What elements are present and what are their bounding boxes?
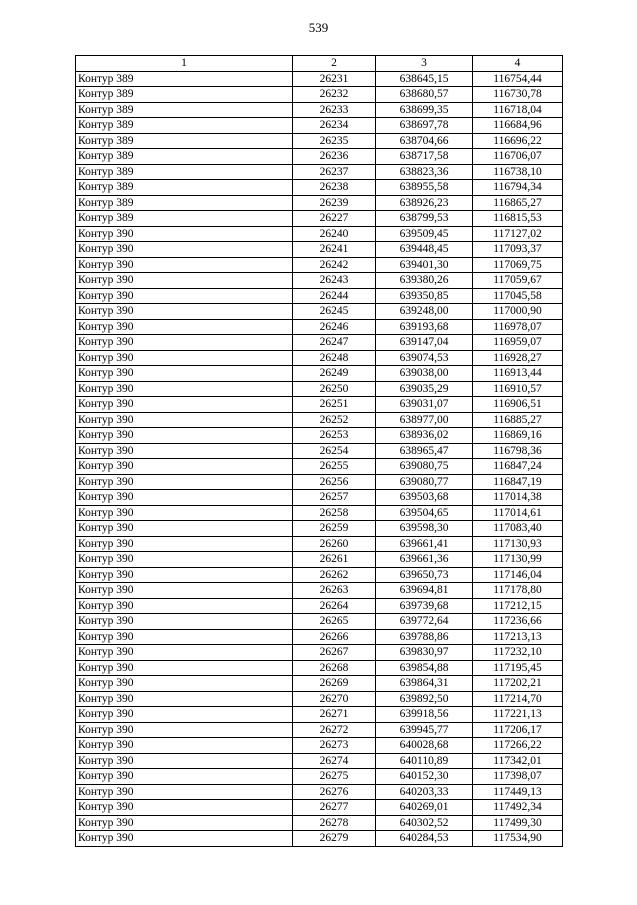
table-row <box>76 195 563 211</box>
point-number-cell: 26242 <box>293 257 376 273</box>
table-row <box>76 614 563 630</box>
contour-name-cell: Контур 390 <box>76 831 293 847</box>
point-number-cell: 26279 <box>293 831 376 847</box>
y-coordinate-cell: 117045,58 <box>473 288 563 304</box>
point-number-cell: 26247 <box>293 335 376 351</box>
y-coordinate-cell: 117221,13 <box>473 707 563 723</box>
y-coordinate-cell: 117206,17 <box>473 722 563 738</box>
contour-name-cell: Контур 389 <box>76 164 293 180</box>
contour-name-cell: Контур 390 <box>76 412 293 428</box>
x-coordinate-cell: 638926,23 <box>376 195 473 211</box>
y-coordinate-cell: 117146,04 <box>473 567 563 583</box>
point-number-cell: 26238 <box>293 180 376 196</box>
point-number-cell: 26254 <box>293 443 376 459</box>
point-number-cell: 26258 <box>293 505 376 521</box>
point-number-cell: 26261 <box>293 552 376 568</box>
contour-name-cell: Контур 390 <box>76 784 293 800</box>
contour-name-cell: Контур 390 <box>76 428 293 444</box>
y-coordinate-cell: 117014,61 <box>473 505 563 521</box>
contour-name-cell: Контур 390 <box>76 676 293 692</box>
table-row <box>76 350 563 366</box>
x-coordinate-cell: 638823,36 <box>376 164 473 180</box>
y-coordinate-cell: 117059,67 <box>473 273 563 289</box>
contour-name-cell: Контур 390 <box>76 459 293 475</box>
y-coordinate-cell: 116910,57 <box>473 381 563 397</box>
contour-name-cell: Контур 390 <box>76 567 293 583</box>
y-coordinate-cell: 116869,16 <box>473 428 563 444</box>
x-coordinate-cell: 640203,33 <box>376 784 473 800</box>
x-coordinate-cell: 639031,07 <box>376 397 473 413</box>
x-coordinate-cell: 639504,65 <box>376 505 473 521</box>
table-row <box>76 412 563 428</box>
header-row <box>76 56 563 72</box>
contour-name-cell: Контур 390 <box>76 505 293 521</box>
contour-name-cell: Контур 390 <box>76 629 293 645</box>
x-coordinate-cell: 640302,52 <box>376 815 473 831</box>
x-coordinate-cell: 639739,68 <box>376 598 473 614</box>
table-body <box>76 71 563 846</box>
contour-name-cell: Контур 390 <box>76 691 293 707</box>
y-coordinate-cell: 117214,70 <box>473 691 563 707</box>
point-number-cell: 26257 <box>293 490 376 506</box>
contour-name-cell: Контур 389 <box>76 149 293 165</box>
x-coordinate-cell: 639248,00 <box>376 304 473 320</box>
x-coordinate-cell: 639193,68 <box>376 319 473 335</box>
y-coordinate-cell: 117492,34 <box>473 800 563 816</box>
x-coordinate-cell: 638799,53 <box>376 211 473 227</box>
table-row <box>76 459 563 475</box>
page-number: 539 <box>308 20 329 35</box>
point-number-cell: 26278 <box>293 815 376 831</box>
point-number-cell: 26234 <box>293 118 376 134</box>
table-row <box>76 676 563 692</box>
y-coordinate-cell: 116865,27 <box>473 195 563 211</box>
x-coordinate-cell: 639380,26 <box>376 273 473 289</box>
y-coordinate-cell: 117130,99 <box>473 552 563 568</box>
point-number-cell: 26264 <box>293 598 376 614</box>
y-coordinate-cell: 117069,75 <box>473 257 563 273</box>
contour-name-cell: Контур 389 <box>76 71 293 87</box>
x-coordinate-cell: 638680,57 <box>376 87 473 103</box>
table-row <box>76 815 563 831</box>
x-coordinate-cell: 639864,31 <box>376 676 473 692</box>
table-row <box>76 583 563 599</box>
point-number-cell: 26243 <box>293 273 376 289</box>
contour-name-cell: Контур 390 <box>76 753 293 769</box>
y-coordinate-cell: 117130,93 <box>473 536 563 552</box>
x-coordinate-cell: 639598,30 <box>376 521 473 537</box>
contour-name-cell: Контур 390 <box>76 273 293 289</box>
column-header: 2 <box>293 56 376 72</box>
table-row <box>76 536 563 552</box>
point-number-cell: 26260 <box>293 536 376 552</box>
point-number-cell: 26253 <box>293 428 376 444</box>
x-coordinate-cell: 638699,35 <box>376 102 473 118</box>
contour-name-cell: Контур 389 <box>76 211 293 227</box>
point-number-cell: 26227 <box>293 211 376 227</box>
table-row <box>76 381 563 397</box>
contour-name-cell: Контур 389 <box>76 102 293 118</box>
point-number-cell: 26267 <box>293 645 376 661</box>
contour-name-cell: Контур 390 <box>76 536 293 552</box>
point-number-cell: 26246 <box>293 319 376 335</box>
x-coordinate-cell: 639854,88 <box>376 660 473 676</box>
y-coordinate-cell: 116684,96 <box>473 118 563 134</box>
table-row <box>76 552 563 568</box>
y-coordinate-cell: 117178,80 <box>473 583 563 599</box>
x-coordinate-cell: 639945,77 <box>376 722 473 738</box>
y-coordinate-cell: 117195,45 <box>473 660 563 676</box>
point-number-cell: 26274 <box>293 753 376 769</box>
contour-name-cell: Контур 390 <box>76 722 293 738</box>
table-row <box>76 366 563 382</box>
contour-name-cell: Контур 390 <box>76 490 293 506</box>
y-coordinate-cell: 116798,36 <box>473 443 563 459</box>
table-row <box>76 474 563 490</box>
y-coordinate-cell: 116928,27 <box>473 350 563 366</box>
y-coordinate-cell: 116959,07 <box>473 335 563 351</box>
point-number-cell: 26277 <box>293 800 376 816</box>
y-coordinate-cell: 116738,10 <box>473 164 563 180</box>
point-number-cell: 26256 <box>293 474 376 490</box>
contour-name-cell: Контур 390 <box>76 660 293 676</box>
table-row <box>76 428 563 444</box>
point-number-cell: 26273 <box>293 738 376 754</box>
y-coordinate-cell: 117093,37 <box>473 242 563 258</box>
table-row <box>76 211 563 227</box>
x-coordinate-cell: 639147,04 <box>376 335 473 351</box>
x-coordinate-cell: 639918,56 <box>376 707 473 723</box>
point-number-cell: 26249 <box>293 366 376 382</box>
table-header <box>76 56 563 72</box>
column-header: 4 <box>473 56 563 72</box>
table-row <box>76 831 563 847</box>
table-row <box>76 288 563 304</box>
x-coordinate-cell: 639035,29 <box>376 381 473 397</box>
table-row <box>76 660 563 676</box>
contour-name-cell: Контур 390 <box>76 443 293 459</box>
table-row <box>76 443 563 459</box>
coordinates-table <box>75 55 563 847</box>
point-number-cell: 26265 <box>293 614 376 630</box>
table-row <box>76 753 563 769</box>
table-row <box>76 505 563 521</box>
contour-name-cell: Контур 390 <box>76 800 293 816</box>
table-row <box>76 784 563 800</box>
y-coordinate-cell: 116885,27 <box>473 412 563 428</box>
point-number-cell: 26244 <box>293 288 376 304</box>
point-number-cell: 26276 <box>293 784 376 800</box>
point-number-cell: 26271 <box>293 707 376 723</box>
x-coordinate-cell: 639661,41 <box>376 536 473 552</box>
x-coordinate-cell: 638704,66 <box>376 133 473 149</box>
table-row <box>76 71 563 87</box>
y-coordinate-cell: 117213,13 <box>473 629 563 645</box>
table-row <box>76 226 563 242</box>
table-row <box>76 87 563 103</box>
y-coordinate-cell: 116706,07 <box>473 149 563 165</box>
point-number-cell: 26241 <box>293 242 376 258</box>
point-number-cell: 26245 <box>293 304 376 320</box>
table-row <box>76 567 563 583</box>
point-number-cell: 26262 <box>293 567 376 583</box>
y-coordinate-cell: 117342,01 <box>473 753 563 769</box>
point-number-cell: 26266 <box>293 629 376 645</box>
table-row <box>76 490 563 506</box>
contour-name-cell: Контур 390 <box>76 226 293 242</box>
x-coordinate-cell: 640269,01 <box>376 800 473 816</box>
table-row <box>76 319 563 335</box>
contour-name-cell: Контур 390 <box>76 769 293 785</box>
table-row <box>76 722 563 738</box>
table-row <box>76 738 563 754</box>
y-coordinate-cell: 116978,07 <box>473 319 563 335</box>
x-coordinate-cell: 639661,36 <box>376 552 473 568</box>
x-coordinate-cell: 639650,73 <box>376 567 473 583</box>
point-number-cell: 26231 <box>293 71 376 87</box>
table-row <box>76 242 563 258</box>
table-row <box>76 397 563 413</box>
x-coordinate-cell: 640284,53 <box>376 831 473 847</box>
y-coordinate-cell: 117000,90 <box>473 304 563 320</box>
y-coordinate-cell: 116815,53 <box>473 211 563 227</box>
point-number-cell: 26236 <box>293 149 376 165</box>
y-coordinate-cell: 117236,66 <box>473 614 563 630</box>
y-coordinate-cell: 116847,19 <box>473 474 563 490</box>
x-coordinate-cell: 638697,78 <box>376 118 473 134</box>
point-number-cell: 26251 <box>293 397 376 413</box>
contour-name-cell: Контур 389 <box>76 180 293 196</box>
point-number-cell: 26235 <box>293 133 376 149</box>
x-coordinate-cell: 638965,47 <box>376 443 473 459</box>
x-coordinate-cell: 640152,30 <box>376 769 473 785</box>
contour-name-cell: Контур 390 <box>76 521 293 537</box>
point-number-cell: 26250 <box>293 381 376 397</box>
y-coordinate-cell: 117266,22 <box>473 738 563 754</box>
contour-name-cell: Контур 389 <box>76 133 293 149</box>
x-coordinate-cell: 638645,15 <box>376 71 473 87</box>
x-coordinate-cell: 639074,53 <box>376 350 473 366</box>
contour-name-cell: Контур 390 <box>76 552 293 568</box>
contour-name-cell: Контур 389 <box>76 195 293 211</box>
table-row <box>76 707 563 723</box>
contour-name-cell: Контур 390 <box>76 304 293 320</box>
y-coordinate-cell: 117127,02 <box>473 226 563 242</box>
x-coordinate-cell: 639509,45 <box>376 226 473 242</box>
x-coordinate-cell: 639038,00 <box>376 366 473 382</box>
point-number-cell: 26255 <box>293 459 376 475</box>
contour-name-cell: Контур 390 <box>76 381 293 397</box>
contour-name-cell: Контур 390 <box>76 319 293 335</box>
table-row <box>76 257 563 273</box>
contour-name-cell: Контур 390 <box>76 397 293 413</box>
column-header: 3 <box>376 56 473 72</box>
point-number-cell: 26268 <box>293 660 376 676</box>
table-row <box>76 598 563 614</box>
table-row <box>76 335 563 351</box>
table-row <box>76 304 563 320</box>
contour-name-cell: Контур 390 <box>76 598 293 614</box>
x-coordinate-cell: 640028,68 <box>376 738 473 754</box>
point-number-cell: 26237 <box>293 164 376 180</box>
contour-name-cell: Контур 390 <box>76 350 293 366</box>
contour-name-cell: Контур 389 <box>76 118 293 134</box>
point-number-cell: 26272 <box>293 722 376 738</box>
point-number-cell: 26233 <box>293 102 376 118</box>
y-coordinate-cell: 117014,38 <box>473 490 563 506</box>
y-coordinate-cell: 116718,04 <box>473 102 563 118</box>
x-coordinate-cell: 638977,00 <box>376 412 473 428</box>
x-coordinate-cell: 639788,86 <box>376 629 473 645</box>
x-coordinate-cell: 639401,30 <box>376 257 473 273</box>
x-coordinate-cell: 640110,89 <box>376 753 473 769</box>
x-coordinate-cell: 638936,02 <box>376 428 473 444</box>
y-coordinate-cell: 117083,40 <box>473 521 563 537</box>
table-row <box>76 164 563 180</box>
contour-name-cell: Контур 390 <box>76 242 293 258</box>
contour-name-cell: Контур 390 <box>76 738 293 754</box>
point-number-cell: 26248 <box>293 350 376 366</box>
y-coordinate-cell: 116696,22 <box>473 133 563 149</box>
x-coordinate-cell: 639694,81 <box>376 583 473 599</box>
point-number-cell: 26232 <box>293 87 376 103</box>
point-number-cell: 26239 <box>293 195 376 211</box>
column-header: 1 <box>76 56 293 72</box>
table-row <box>76 149 563 165</box>
x-coordinate-cell: 638955,58 <box>376 180 473 196</box>
contour-name-cell: Контур 390 <box>76 366 293 382</box>
table-row <box>76 800 563 816</box>
x-coordinate-cell: 639080,75 <box>376 459 473 475</box>
point-number-cell: 26240 <box>293 226 376 242</box>
y-coordinate-cell: 117232,10 <box>473 645 563 661</box>
contour-name-cell: Контур 390 <box>76 474 293 490</box>
contour-name-cell: Контур 390 <box>76 583 293 599</box>
y-coordinate-cell: 117212,15 <box>473 598 563 614</box>
table-row <box>76 691 563 707</box>
point-number-cell: 26270 <box>293 691 376 707</box>
contour-name-cell: Контур 390 <box>76 614 293 630</box>
x-coordinate-cell: 639080,77 <box>376 474 473 490</box>
x-coordinate-cell: 638717,58 <box>376 149 473 165</box>
y-coordinate-cell: 116906,51 <box>473 397 563 413</box>
x-coordinate-cell: 639772,64 <box>376 614 473 630</box>
y-coordinate-cell: 117499,30 <box>473 815 563 831</box>
contour-name-cell: Контур 390 <box>76 815 293 831</box>
y-coordinate-cell: 116794,34 <box>473 180 563 196</box>
table-row <box>76 102 563 118</box>
y-coordinate-cell: 117398,07 <box>473 769 563 785</box>
x-coordinate-cell: 639503,68 <box>376 490 473 506</box>
contour-name-cell: Контур 390 <box>76 288 293 304</box>
y-coordinate-cell: 116847,24 <box>473 459 563 475</box>
table-row <box>76 118 563 134</box>
y-coordinate-cell: 117534,90 <box>473 831 563 847</box>
contour-name-cell: Контур 390 <box>76 257 293 273</box>
x-coordinate-cell: 639350,85 <box>376 288 473 304</box>
table-row <box>76 645 563 661</box>
y-coordinate-cell: 117449,13 <box>473 784 563 800</box>
x-coordinate-cell: 639830,97 <box>376 645 473 661</box>
point-number-cell: 26259 <box>293 521 376 537</box>
contour-name-cell: Контур 390 <box>76 335 293 351</box>
y-coordinate-cell: 117202,21 <box>473 676 563 692</box>
y-coordinate-cell: 116913,44 <box>473 366 563 382</box>
table-row <box>76 769 563 785</box>
y-coordinate-cell: 116754,44 <box>473 71 563 87</box>
table-row <box>76 521 563 537</box>
x-coordinate-cell: 639892,50 <box>376 691 473 707</box>
contour-name-cell: Контур 389 <box>76 87 293 103</box>
table-row <box>76 180 563 196</box>
point-number-cell: 26263 <box>293 583 376 599</box>
contour-name-cell: Контур 390 <box>76 645 293 661</box>
table-row <box>76 629 563 645</box>
point-number-cell: 26252 <box>293 412 376 428</box>
point-number-cell: 26275 <box>293 769 376 785</box>
table-row <box>76 133 563 149</box>
y-coordinate-cell: 116730,78 <box>473 87 563 103</box>
x-coordinate-cell: 639448,45 <box>376 242 473 258</box>
contour-name-cell: Контур 390 <box>76 707 293 723</box>
table-row <box>76 273 563 289</box>
point-number-cell: 26269 <box>293 676 376 692</box>
